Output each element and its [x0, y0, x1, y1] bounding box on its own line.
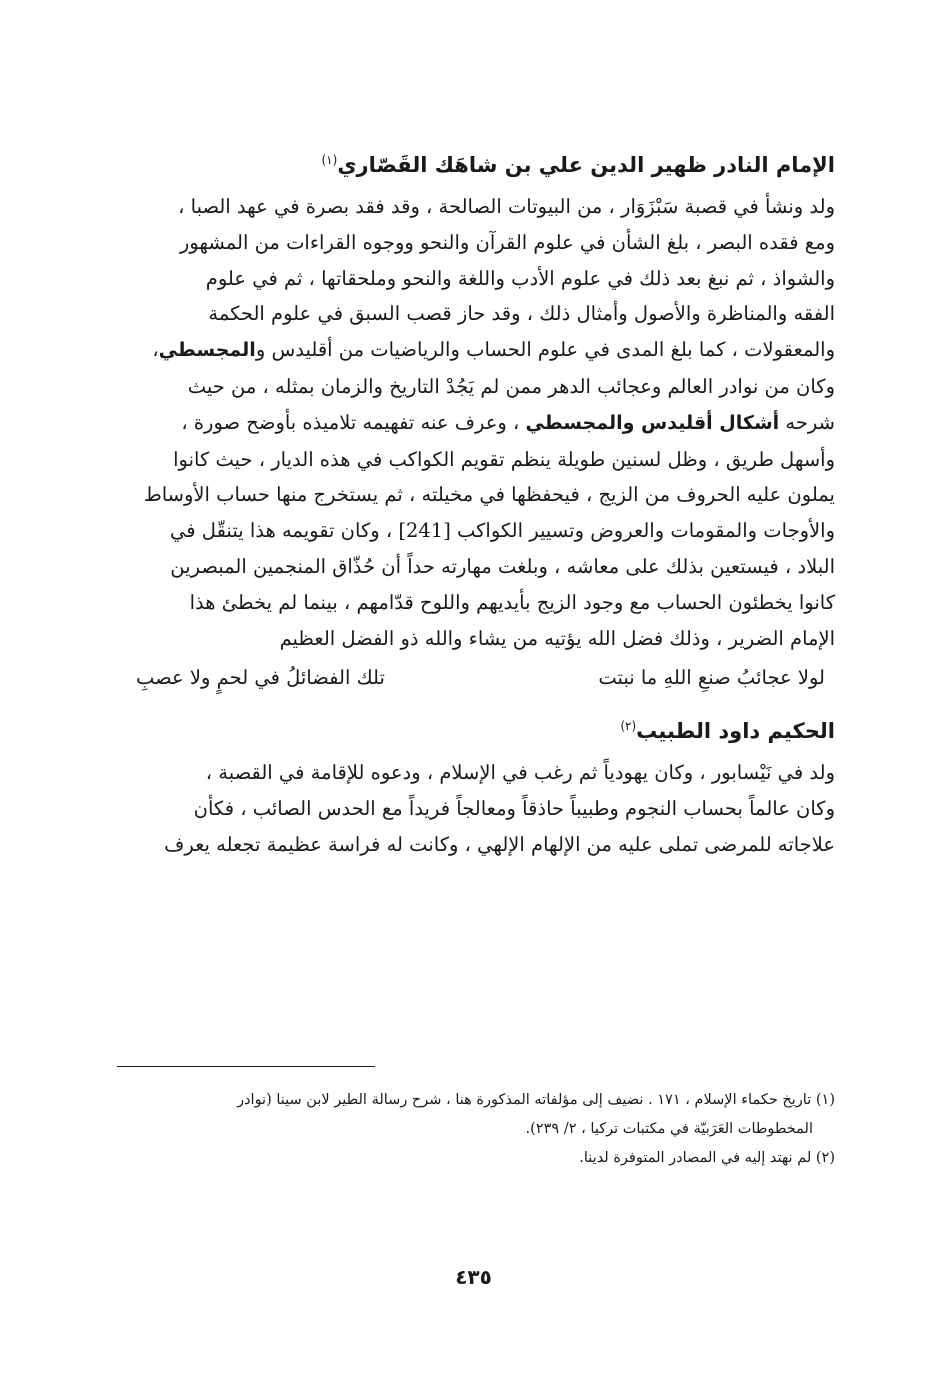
line: البلاد ، فيستعين بذلك على معاشه ، وبلغت مهارته حداً أن حُذّاق المنجمين المبصرين [170, 554, 835, 578]
bold-term-almagest: المجسطي [158, 339, 256, 362]
heading-text: الحكيم داود الطبيب [636, 719, 835, 744]
line: علاجاته للمرضى تملى عليه من الإلهام الإلهي ، وكانت له فراسة عظيمة تجعله يعرف [164, 832, 835, 856]
line: وأسهل طريق ، وظل لسنين طويلة ينظم تقويم الكواكب في هذه الديار ، حيث كانوا [173, 447, 835, 471]
line: والشواذ ، ثم نبغ بعد ذلك في علوم الأدب واللغة والنحو وملحقاتها ، ثم في علوم [205, 266, 835, 290]
main-text [120, 146, 835, 863]
bold-term-euclid-almagest: أشكال أقليدس والمجسطي [525, 411, 780, 434]
footnotes [120, 1086, 835, 1173]
line: والأوجات والمقومات والعروض وتسيير الكواكب [241] ، وكان تقويمه هذا يتنقّل في [170, 519, 835, 543]
line [120, 332, 835, 369]
line-text: ، [152, 338, 159, 362]
line: وكان من نوادر العالم وعجائب الدهر ممن لم يَجُدْ التاريخ والزمان بمثله ، من حيث [187, 374, 835, 398]
page-number: ٤٣٥ [455, 1265, 492, 1289]
footnote-2: (٢) لم نهتد إليه في المصادر المتوفرة لدينا. [579, 1150, 835, 1166]
line: ولد ونشأ في قصبة سَبْزَوَار ، من البيوتات الصالحة ، وقد فقد بصرة في عهد الصبا ، [178, 195, 835, 218]
line-text: والمعقولات ، كما بلغ المدى في علوم الحساب والرياضيات من أقليدس و [255, 338, 835, 362]
line: الفقه والمناظرة والأصول وأمثال ذلك ، وقد حاز قصب السبق في علوم الحكمة [208, 302, 835, 326]
line: كانوا يخطئون الحساب مع وجود الزيج بأيديهم واللوح قدّامهم ، بينما لم يخطئ هذا [189, 590, 835, 614]
line: ومع فقده البصر ، بلغ الشأن في علوم القرآن والنحو ووجوه القراءات من المشهور [179, 230, 835, 254]
heading-text: الإمام النادر ظهير الدين علي بن شاهَك القَصّاري [337, 153, 835, 177]
footnote-1: (١) تاريخ حكماء الإسلام ، ١٧١ . نضيف إلى مؤلفاته المذكورة هنا ، شرح رسالة الطير لابن سينا (نوادر [237, 1092, 835, 1108]
footnote-ref-1: (١) [321, 153, 338, 167]
section-heading-dawud [120, 712, 835, 745]
section-heading-zahir-al-din [120, 146, 835, 179]
line [120, 405, 835, 442]
footnote-ref-2: (٢) [620, 719, 637, 734]
poetry-verse [136, 660, 825, 696]
footnote-divider [117, 1066, 375, 1067]
line-text: شرحه [785, 410, 835, 434]
footnote-1-continued: المخطوطات العَرَبيّة في مكتبات تركيا ، ٢/ ٢٣٩). [525, 1121, 813, 1137]
line: وكان عالماً بحساب النجوم وطبيباً حاذقاً ومعالجاً فريداً مع الحدس الصائب ، فكأن [193, 797, 835, 821]
line: يملون عليه الحروف من الزيج ، فيحفظها في مخيلته ، ثم يستخرج منها حساب الأوساط [143, 483, 835, 507]
verse-first-hemistich: لولا عجائبُ صنعِ اللهِ ما نبتت [598, 666, 825, 690]
verse-second-hemistich: تلك الفضائلُ في لحمٍ ولا عصبِ [136, 666, 385, 690]
line: الإمام الضرير ، وذلك فضل الله يؤتيه من يشاء والله ذو الفضل العظيم [279, 626, 835, 650]
line: ولد في نَيْسابور ، وكان يهودياً ثم رغب في الإسلام ، ودعوه للإقامة في القصبة ، [205, 761, 835, 785]
line-text: ، وعرف عنه تفهيمه تلاميذه بأوضح صورة ، [181, 410, 520, 434]
